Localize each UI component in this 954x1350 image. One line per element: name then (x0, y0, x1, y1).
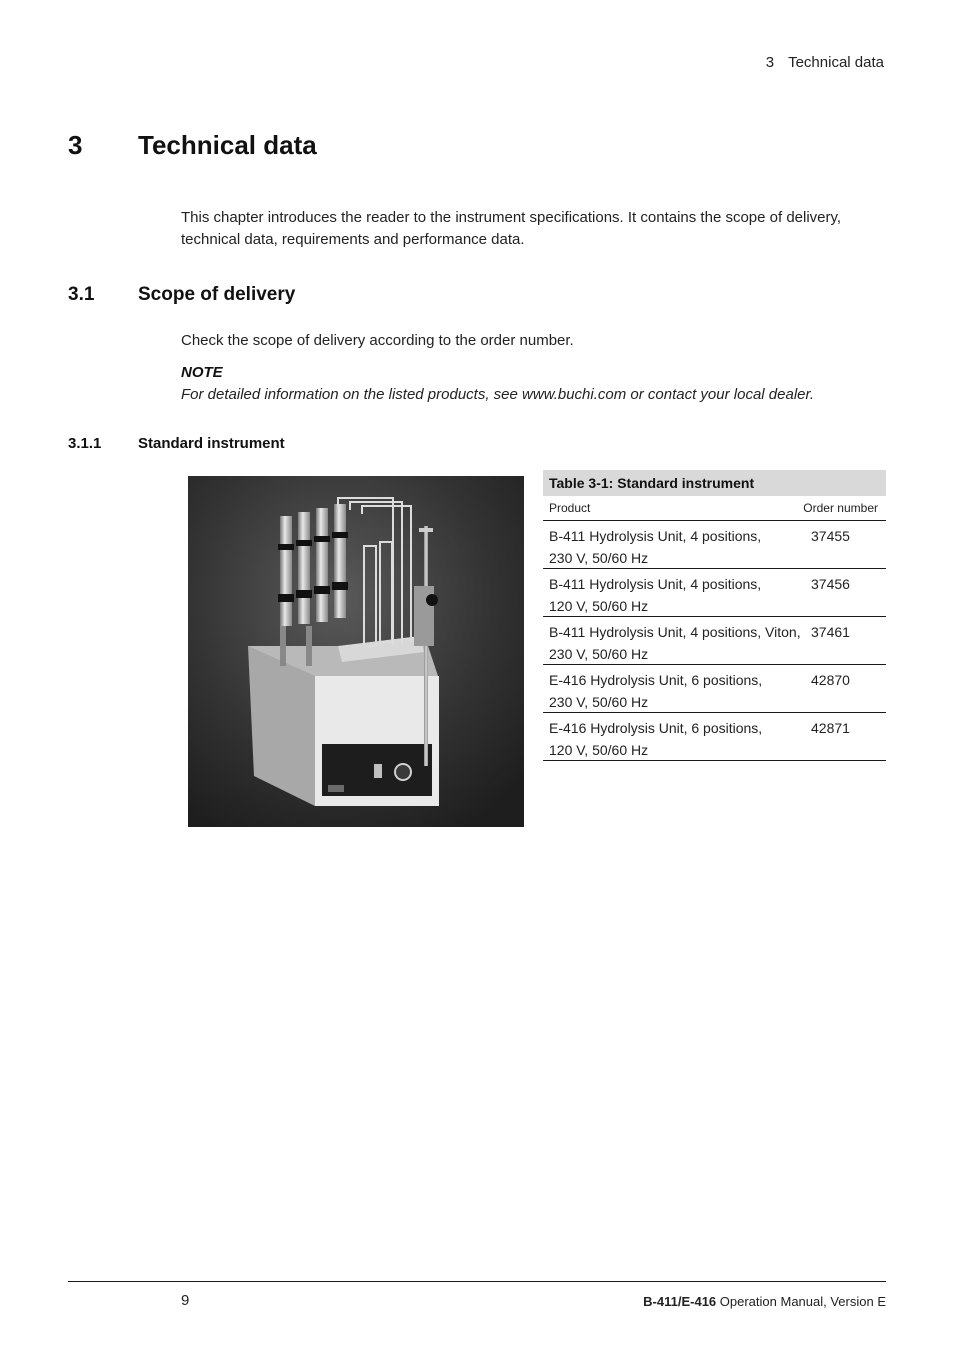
subsection-number: 3.1.1 (68, 435, 102, 452)
running-header-number: 3 (765, 54, 775, 71)
chapter-number: 3 (68, 130, 83, 160)
product-line: B-411 Hydrolysis Unit, 4 positions, (549, 528, 762, 544)
footer-document-info (643, 1294, 886, 1309)
footer-product: B-411/E-416 (643, 1294, 717, 1309)
instrument-photo (188, 476, 524, 827)
product-line: B-411 Hydrolysis Unit, 4 positions, Viton, (549, 624, 801, 640)
order-number-cell: 37455 (811, 528, 850, 544)
table-header-row (543, 496, 886, 521)
order-number-cell: 37456 (811, 576, 850, 592)
page-number: 9 (181, 1292, 190, 1309)
subsection-heading (68, 435, 285, 452)
table-caption: Table 3-1: Standard instrument (543, 470, 886, 496)
table-row (543, 521, 886, 569)
footer-divider (68, 1281, 886, 1282)
chapter-intro: This chapter introduces the reader to the instrument specifications. It contains the scope of delivery, technical data, requirements and performance data. (181, 209, 842, 248)
order-number-cell: 42871 (811, 720, 850, 736)
standard-instrument-table (543, 470, 886, 761)
product-line: 230 V, 50/60 Hz (549, 646, 649, 662)
footer-doc-title: Operation Manual, Version E (716, 1294, 886, 1309)
product-line: 120 V, 50/60 Hz (549, 742, 649, 758)
product-cell (543, 713, 811, 760)
table-row (543, 665, 886, 713)
product-line: E-416 Hydrolysis Unit, 6 positions, (549, 720, 763, 736)
running-header (766, 54, 884, 71)
subsection-title: Standard instrument (138, 435, 285, 452)
product-line: B-411 Hydrolysis Unit, 4 positions, (549, 576, 762, 592)
product-cell (543, 617, 811, 664)
table-header-product: Product (549, 501, 591, 515)
chapter-heading (68, 130, 317, 161)
product-cell (543, 521, 811, 568)
table-row (543, 569, 886, 617)
product-cell (543, 569, 811, 616)
order-number-cell: 42870 (811, 672, 850, 688)
section-number: 3.1 (68, 284, 95, 305)
product-line: 230 V, 50/60 Hz (549, 694, 649, 710)
section-heading (68, 284, 295, 306)
table-row (543, 713, 886, 761)
order-number-cell: 37461 (811, 624, 850, 640)
note-label: NOTE (181, 364, 223, 381)
chapter-title: Technical data (138, 130, 317, 160)
note-text: For detailed information on the listed products, see www.buchi.com or contact your local dealer. (181, 386, 815, 403)
product-cell (543, 665, 811, 712)
product-line: E-416 Hydrolysis Unit, 6 positions, (549, 672, 763, 688)
running-header-title: Technical data (788, 54, 884, 71)
section-text: Check the scope of delivery according to the order number. (181, 332, 574, 349)
section-title: Scope of delivery (138, 284, 296, 305)
table-row (543, 617, 886, 665)
table-header-order-number: Order number (803, 501, 878, 515)
product-line: 230 V, 50/60 Hz (549, 550, 649, 566)
product-line: 120 V, 50/60 Hz (549, 598, 649, 614)
